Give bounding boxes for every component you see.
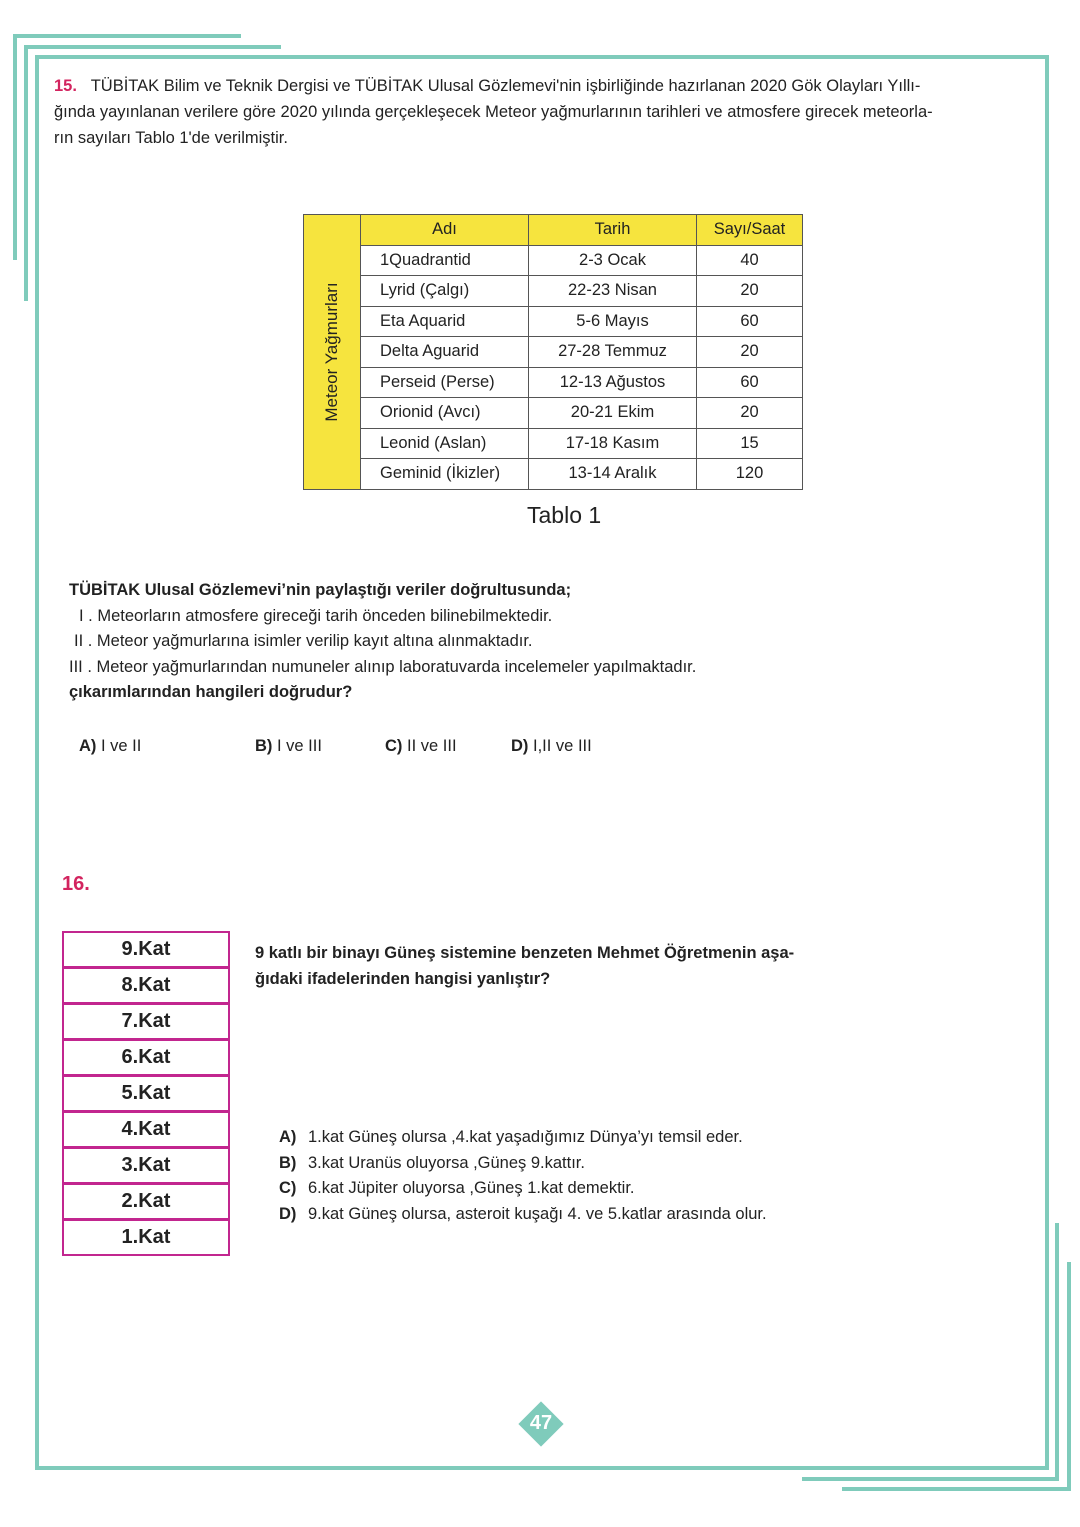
frame-line: [1055, 1223, 1059, 1481]
intro-line: TÜBİTAK Bilim ve Teknik Dergisi ve TÜBİTAK Ulusal Gözlemevi'nin işbirliğinde hazırlanan 2020 Gök Olayları Yıllı-: [90, 77, 921, 95]
floor-box: 5.Kat: [62, 1075, 230, 1112]
statement: II . Meteor yağmurlarına isimler verilip kayıt altına alınmaktadır.: [74, 632, 533, 650]
floor-box: 9.Kat: [62, 931, 230, 968]
intro-line: rın sayıları Tablo 1'de verilmiştir.: [54, 129, 288, 147]
q16-question: 9 katlı bir binayı Güneş sistemine benzeten Mehmet Öğretmenin aşa- ğıdaki ifadelerinden hangisi yanlıştır?: [255, 944, 795, 988]
q16-option-d[interactable]: D) 9.kat Güneş olursa, asteroit kuşağı 4. ve 5.katlar arasında olur.: [279, 1204, 767, 1223]
table-row: Lyrid (Çalgı) 22-23 Nisan 20: [304, 276, 803, 307]
q15-option-b[interactable]: B) I ve III: [255, 737, 322, 755]
q15-number: 15.: [54, 77, 77, 95]
table-side-label: Meteor Yağmurları: [304, 215, 361, 490]
frame-line: [1067, 1262, 1071, 1491]
statement: III . Meteor yağmurlarından numuneler alınıp laboratuvarda incelemeler yapılmaktadır.: [69, 657, 697, 676]
q16-number: 16.: [62, 873, 90, 895]
table-row: 1Quadrantid 2-3 Ocak 40: [304, 245, 803, 276]
floor-box: 2.Kat: [62, 1183, 230, 1220]
frame-line: [13, 34, 241, 38]
column-header: Adı: [361, 215, 529, 246]
q16-option-b[interactable]: B) 3.kat Uranüs oluyorsa ,Güneş 9.kattır.: [279, 1153, 585, 1172]
frame-line: [24, 45, 281, 49]
table-row: Eta Aquarid 5-6 Mayıs 60: [304, 306, 803, 337]
q15-option-c[interactable]: C) II ve III: [385, 737, 457, 755]
floor-box: 7.Kat: [62, 1003, 230, 1040]
table-row: Perseid (Perse) 12-13 Ağustos 60: [304, 367, 803, 398]
column-header: Tarih: [529, 215, 697, 246]
column-header: Sayı/Saat: [697, 215, 803, 246]
floor-box: 6.Kat: [62, 1039, 230, 1076]
q15-option-a[interactable]: A) I ve II: [79, 737, 142, 755]
table-row: Leonid (Aslan) 17-18 Kasım 15: [304, 428, 803, 459]
table-header-row: [304, 215, 803, 246]
q15-intro: [54, 73, 1034, 151]
frame-line: [13, 34, 17, 260]
q16-options: [279, 1125, 767, 1227]
floor-box: 8.Kat: [62, 967, 230, 1004]
q15-question: çıkarımlarından hangileri doğrudur?: [69, 683, 353, 701]
q15-option-d[interactable]: D) I,II ve III: [511, 737, 592, 755]
q15-stem: TÜBİTAK Ulusal Gözlemevi’nin paylaştığı veriler doğrultusunda;: [69, 581, 572, 599]
statement: I . Meteorların atmosfere gireceği tarih önceden bilinebilmektedir.: [79, 606, 553, 625]
q16-option-a[interactable]: A) 1.kat Güneş olursa ,4.kat yaşadığımız Dünya’yı temsil eder.: [279, 1128, 743, 1146]
frame-line: [802, 1477, 1059, 1481]
table-caption: Tablo 1: [527, 502, 602, 528]
meteor-table: [303, 214, 803, 490]
table-row: Geminid (İkizler) 13-14 Aralık 120: [304, 459, 803, 490]
table-row: Delta Aguarid 27-28 Temmuz 20: [304, 337, 803, 368]
page-number: 47: [529, 1412, 553, 1434]
q15-question-block: [69, 578, 696, 706]
q16-option-c[interactable]: C) 6.kat Jüpiter oluyorsa ,Güneş 1.kat demektir.: [279, 1179, 635, 1197]
floor-box: 4.Kat: [62, 1111, 230, 1148]
intro-line: ğında yayınlanan verilere göre 2020 yılında gerçekleşecek Meteor yağmurlarının tarihleri ve atmosfere girecek meteorla-: [54, 103, 933, 121]
floor-box: 1.Kat: [62, 1219, 230, 1256]
table-row: Orionid (Avcı) 20-21 Ekim 20: [304, 398, 803, 429]
frame-line: [24, 45, 28, 301]
frame-line: [842, 1487, 1071, 1491]
floor-box: 3.Kat: [62, 1147, 230, 1184]
